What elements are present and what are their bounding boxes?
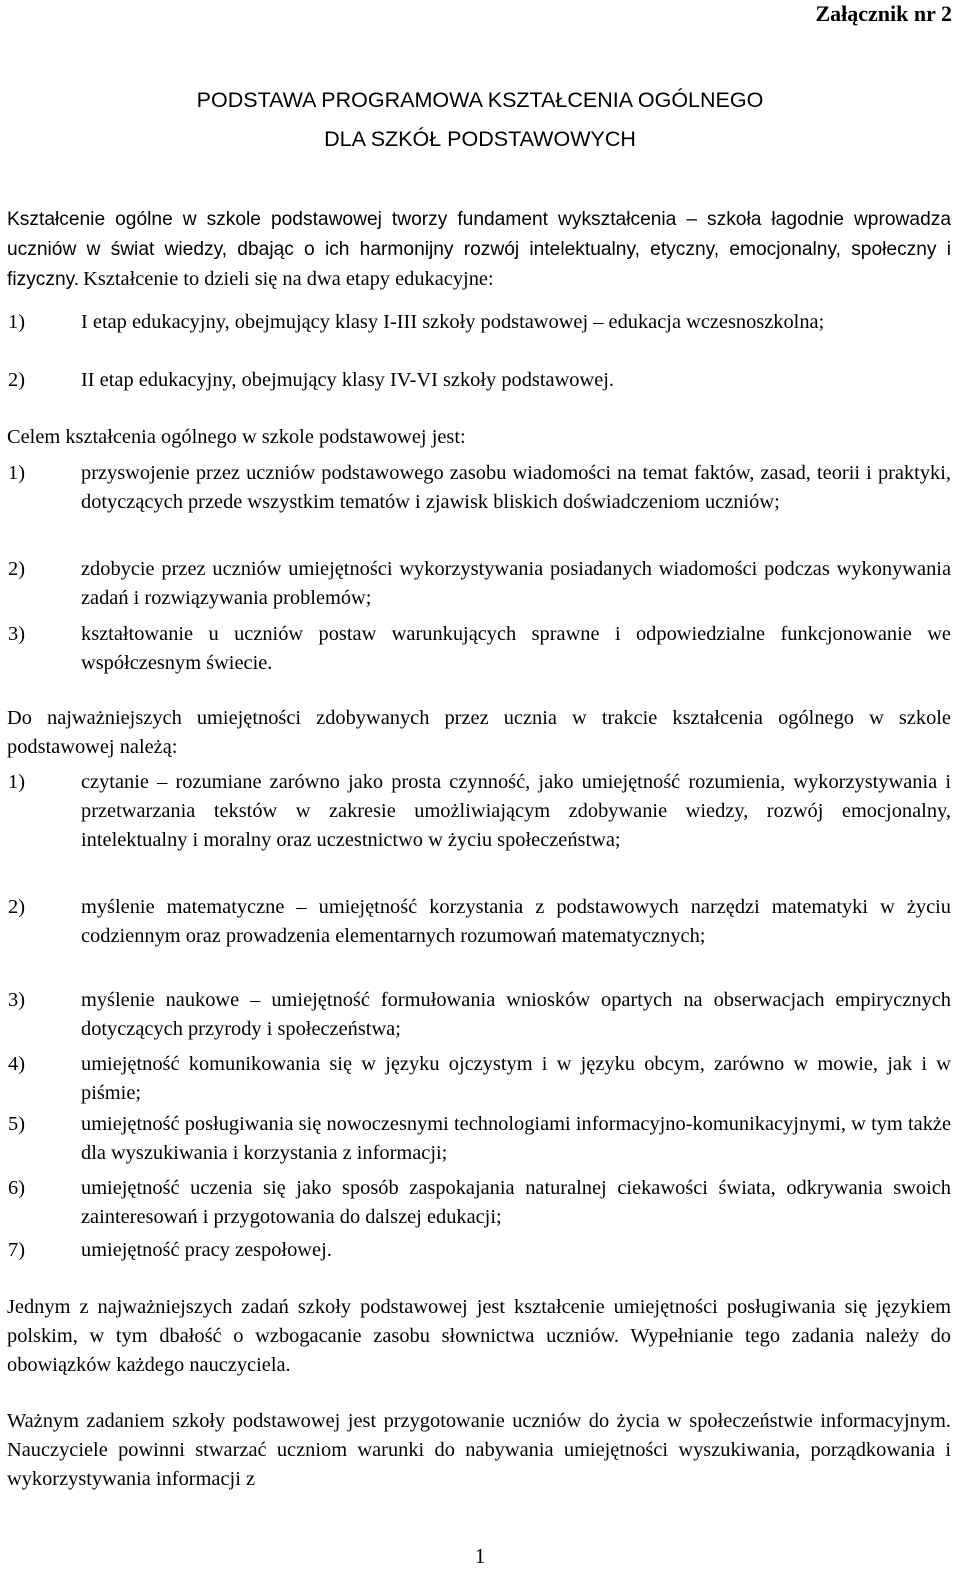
intro-text-part-a: Kształcenie ogólne w szkole podstawowej tworzy fundament wykształcenia – szkoła łagodnie wprowadza uczniów w świat wiedzy, dbając o ich harmonijny rozwój intelektualny, etyczny, emocjonalny, społeczny i fizyczny. (7, 209, 951, 290)
information-society-paragraph: Ważnym zadaniem szkoły podstawowej jest przygotowanie uczniów do życia w społeczeństwie informacyjnym. Nauczyciele powinni stwarzać uczniom warunki do nabywania umiejętności wyszukiwania, porządkowania i wykorzystywania informacji z (7, 1410, 951, 1490)
list-item-text: kształtowanie u uczniów postaw warunkujących sprawne i odpowiedzialne funkcjonowanie we współczesnym świecie. (81, 623, 951, 674)
skills-list-item (8, 1174, 951, 1232)
annex-label: Załącznik nr 2 (815, 1, 952, 26)
document-title-line-2: DLA SZKÓŁ PODSTAWOWYCH (324, 127, 636, 151)
list-item-number: 1) (8, 311, 25, 333)
list-item-text: umiejętność posługiwania się nowoczesnymi technologiami informacyjno-komunikacyjnymi, w tym także dla wyszukiwania i korzystania z informacji; (81, 1113, 951, 1164)
list-item-text: umiejętność pracy zespołowej. (81, 1239, 332, 1261)
intro-list-item (8, 308, 951, 337)
goals-list-item (8, 555, 951, 613)
skills-list-item (8, 1236, 951, 1265)
list-item-text: czytanie – rozumiane zarówno jako prosta czynność, jako umiejętność rozumienia, wykorzystywania i przetwarzania tekstów w zakresie umożliwiającym zdobywanie wiedzy, rozwój emocjonalny, intelektualny i moralny oraz uczestnictwo w życiu społeczeństwa; (81, 771, 951, 851)
list-item-number: 1) (8, 462, 25, 484)
skills-list-item (8, 768, 951, 855)
language-paragraph: Jednym z najważniejszych zadań szkoły podstawowej jest kształcenie umiejętności posługiwania się językiem polskim, w tym dbałość o wzbogacanie zasobu słownictwa uczniów. Wypełnianie tego zadania należy do obowiązków każdego nauczyciela. (7, 1296, 951, 1376)
skills-list-item (8, 986, 951, 1044)
list-item-text: II etap edukacyjny, obejmujący klasy IV-VI szkoły podstawowej. (81, 369, 615, 391)
skills-list-item (8, 1110, 951, 1168)
page-number: 1 (474, 1544, 486, 1568)
list-item-number: 1) (8, 771, 25, 793)
skills-list-item (8, 893, 951, 951)
goals-list-item (8, 459, 951, 517)
list-item-text: zdobycie przez uczniów umiejętności wykorzystywania posiadanych wiadomości podczas wykonywania zadań i rozwiązywania problemów; (81, 558, 951, 609)
list-item-number: 5) (8, 1113, 25, 1135)
list-item-number: 7) (8, 1239, 25, 1261)
intro-text-part-b: Kształcenie to dzieli się na dwa etapy edukacyjne: (83, 268, 494, 290)
list-item-number: 4) (8, 1053, 25, 1075)
intro-list-item (8, 366, 951, 395)
list-item-number: 2) (8, 896, 25, 918)
list-item-number: 6) (8, 1177, 25, 1199)
list-item-number: 3) (8, 623, 25, 645)
list-item-text: umiejętność uczenia się jako sposób zaspokajania naturalnej ciekawości świata, odkrywania swoich zainteresowań i przygotowania do dalszej edukacji; (81, 1177, 951, 1228)
goals-list-item (8, 620, 951, 678)
list-item-text: umiejętność komunikowania się w języku ojczystym i w języku obcym, zarówno w mowie, jak i w piśmie; (81, 1053, 951, 1104)
list-item-number: 2) (8, 369, 25, 391)
document-title-line-1: PODSTAWA PROGRAMOWA KSZTAŁCENIA OGÓLNEGO (196, 88, 764, 112)
skills-list-item (8, 1050, 951, 1108)
list-item-number: 3) (8, 989, 25, 1011)
list-item-text: myślenie matematyczne – umiejętność korzystania z podstawowych narzędzi matematyki w życiu codziennym oraz prowadzenia elementarnych rozumowań matematycznych; (81, 896, 951, 947)
goals-heading: Celem kształcenia ogólnego w szkole podstawowej jest: (7, 426, 466, 448)
list-item-number: 2) (8, 558, 25, 580)
skills-heading: Do najważniejszych umiejętności zdobywanych przez ucznia w trakcie kształcenia ogólnego w szkole podstawowej należą: (7, 707, 951, 758)
intro-paragraph (7, 205, 951, 295)
list-item-text: przyswojenie przez uczniów podstawowego zasobu wiadomości na temat faktów, zasad, teorii i praktyki, dotyczących przede wszystkim tematów i zjawisk bliskich doświadczeniom uczniów; (81, 462, 951, 513)
list-item-text: myślenie naukowe – umiejętność formułowania wniosków opartych na obserwacjach empirycznych dotyczących przyrody i społeczeństwa; (81, 989, 951, 1040)
list-item-text: I etap edukacyjny, obejmujący klasy I-III szkoły podstawowej – edukacja wczesnoszkolna; (81, 311, 825, 333)
